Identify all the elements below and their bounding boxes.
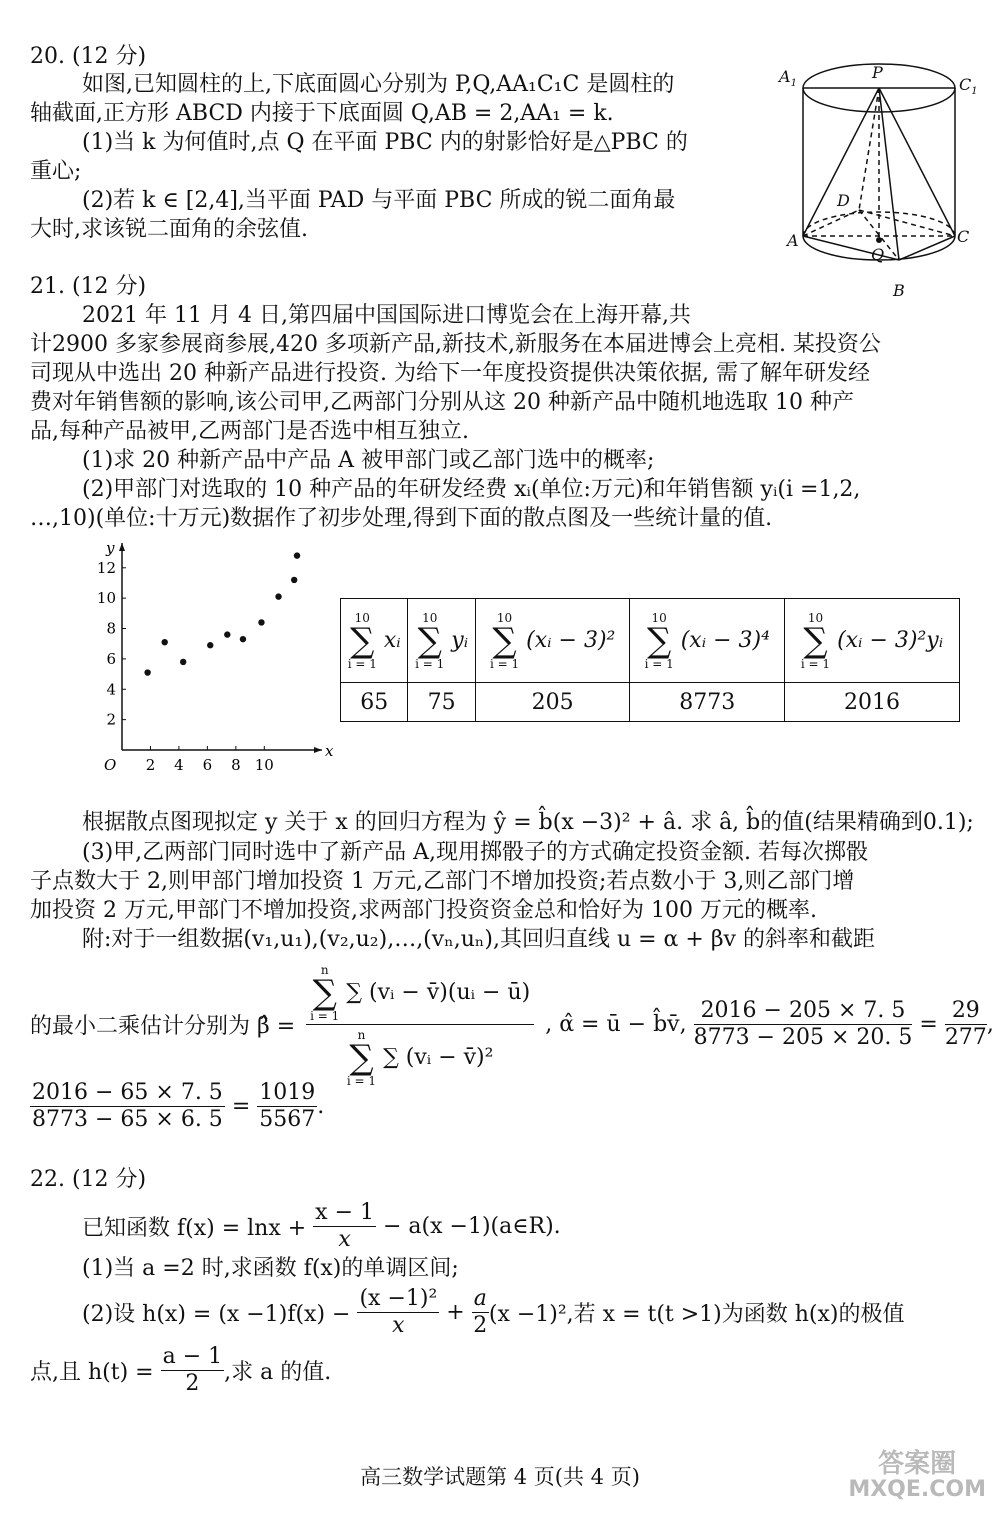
fraction-1-result: $\frac{29}{277}$ bbox=[944, 998, 987, 1050]
q22-fraction: $\frac{a}{2}$ bbox=[473, 1286, 488, 1338]
equals-sign: = bbox=[231, 1094, 251, 1119]
equals-sign: = bbox=[919, 1012, 938, 1037]
page-footer: 高三数学试题第 4 页(共 4 页) bbox=[360, 1465, 640, 1489]
x-tick-label: 10 bbox=[254, 756, 274, 774]
label-D: D bbox=[837, 191, 850, 210]
beta-denominator: ∑ (vᵢ − v̄)² bbox=[383, 1045, 494, 1070]
label-C1: C bbox=[959, 75, 972, 94]
y-axis-label: y bbox=[106, 539, 115, 557]
q21-text-line: 费对年销售额的影响,该公司甲,乙两部门分别从这 20 种新产品中随机地选取 10 种产 bbox=[30, 390, 854, 415]
q22-heading: 22. (12 分) bbox=[30, 1167, 147, 1192]
fraction-1: $\frac{2016 - 205 \times 7. 5}{8773 - 205 \times 20. 5}$ bbox=[693, 998, 913, 1050]
sum-symbol: 10 ∑ i = 1 bbox=[347, 610, 377, 671]
x-tick-label: 4 bbox=[174, 756, 184, 774]
scatter-point bbox=[180, 659, 186, 665]
q22-fraction: $\frac{a - 1}{2}$ bbox=[162, 1344, 223, 1396]
label-C1-sub: 1 bbox=[971, 86, 978, 97]
table-cell: 2016 bbox=[785, 683, 960, 722]
scatter-point bbox=[240, 636, 246, 642]
label-B: B bbox=[893, 281, 905, 300]
y-tick-label: 8 bbox=[106, 619, 116, 638]
label-A: A bbox=[787, 231, 799, 250]
q21-heading: 21. (12 分) bbox=[30, 274, 147, 299]
scatter-point bbox=[207, 642, 213, 648]
fraction-2-result: $\frac{1019}{5567}$ bbox=[259, 1080, 316, 1132]
scatter-point bbox=[144, 669, 150, 675]
cylinder-figure bbox=[775, 40, 990, 302]
q22-fraction: $\frac{x - 1}{x}$ bbox=[315, 1200, 374, 1252]
q20-text-line: 如图,已知圆柱的上,下底面圆心分别为 P,Q,AA₁C₁C 是圆柱的 bbox=[82, 72, 675, 97]
q21-part1: (1)求 20 种新产品中产品 A 被甲部门或乙部门选中的概率; bbox=[82, 448, 655, 473]
x-axis-label: x bbox=[325, 742, 334, 760]
y-tick-label: 6 bbox=[106, 649, 116, 668]
table-row bbox=[341, 683, 960, 722]
scatter-point bbox=[294, 552, 300, 558]
q20-text-line: 轴截面,正方形 ABCD 内接于下底面圆 Q,AB = 2,AA₁ = k. bbox=[30, 101, 614, 126]
scatter-point bbox=[258, 619, 264, 625]
y-axis-arrow bbox=[119, 543, 125, 551]
beta-fraction: n ∑ i = 1 ∑ (vᵢ − v̄)(uᵢ − ū) n ∑ i = 1 ∑ (vᵢ − v̄)² bbox=[306, 962, 534, 1087]
x-tick-label: 2 bbox=[145, 756, 156, 774]
q21-text-line: 计2900 多家参展商参展,420 多项新产品,新技术,新服务在本届进博会上亮相. 某投资公 bbox=[30, 332, 881, 357]
q21-part2-cont: …,10)(单位:十万元)数据作了初步处理,得到下面的散点图及一些统计量的值. bbox=[30, 506, 773, 531]
beta-numerator: ∑ (vᵢ − v̄)(uᵢ − ū) bbox=[346, 980, 531, 1005]
q22-part2: (2)设 h(x) = (x −1)f(x) − $\frac{\text{(x −1)²}}{x}$ + $\frac{a}{2}$ (x −1)²,若 x = t(t >1)为函数 h(x)的极值 bbox=[82, 1286, 905, 1338]
q21-part3-cont: 子点数大于 2,则甲部门增加投资 1 万元,乙部门不增加投资;若点数小于 3,则乙部门增 bbox=[30, 869, 855, 894]
y-tick-label: 12 bbox=[96, 558, 116, 577]
label-C: C bbox=[957, 227, 970, 246]
label-A1: A bbox=[779, 67, 791, 86]
table-header-row bbox=[341, 599, 960, 683]
scatter-point bbox=[291, 577, 297, 583]
y-tick-label: 4 bbox=[106, 680, 116, 699]
x-axis-arrow bbox=[314, 747, 322, 753]
q20-heading: 20. (12 分) bbox=[30, 44, 147, 69]
scatter-plot bbox=[80, 535, 334, 790]
table-header-cell: 10 ∑ i = 1 (xᵢ − 3)² bbox=[475, 599, 630, 683]
table-header-cell: 10 ∑ i = 1 xᵢ bbox=[341, 599, 408, 683]
sum-symbol: 10 ∑ i = 1 bbox=[800, 610, 831, 671]
scatter-point bbox=[161, 639, 167, 645]
formula-lead: 的最小二乘估计分别为 β̂ = bbox=[30, 1014, 296, 1039]
table-cell: 75 bbox=[408, 683, 475, 722]
table-header-cell: 10 ∑ i = 1 yᵢ bbox=[408, 599, 475, 683]
scatter-point bbox=[275, 593, 281, 599]
q22-part2-cont: 点,且 h(t) = $\frac{a - 1}{2}$ ,求 a 的值. bbox=[30, 1344, 332, 1396]
statistics-table bbox=[340, 598, 960, 722]
table-header-cell: 10 ∑ i = 1 (xᵢ − 3)²yᵢ bbox=[785, 599, 960, 683]
fraction-2: $\frac{2016 - 65 \times 7. 5}{8773 - 65 \times 6. 5}$ bbox=[32, 1080, 223, 1132]
origin-label: O bbox=[104, 756, 117, 774]
y-tick-label: 2 bbox=[106, 710, 116, 729]
q21-part3: (3)甲,乙两部门同时选中了新产品 A,现用掷骰子的方式确定投资金额. 若每次掷骰 bbox=[82, 840, 869, 865]
x-tick-label: 8 bbox=[231, 756, 241, 774]
q21-text-line: 品,每种产品被甲,乙两部门是否选中相互独立. bbox=[30, 419, 469, 444]
q21-formula-line-2: $\frac{2016 - 65 \times 7. 5}{8773 - 65 \times 6. 5}$ = $\frac{1019}{5567}$ . bbox=[32, 1080, 325, 1132]
q21-part3-cont: 加投资 2 万元,甲部门不增加投资,求两部门投资资金总和恰好为 100 万元的概率. bbox=[30, 898, 817, 923]
table-cell: 8773 bbox=[630, 683, 785, 722]
q20-part2-cont: 大时,求该锐二面角的余弦值. bbox=[30, 217, 308, 242]
sum-symbol: 10 ∑ i = 1 bbox=[489, 610, 520, 671]
sum-symbol: 10 ∑ i = 1 bbox=[415, 610, 445, 671]
scatter-point bbox=[224, 631, 230, 637]
q21-text-line: 2021 年 11 月 4 日,第四届中国国际进口博览会在上海开幕,共 bbox=[82, 303, 691, 328]
y-tick-label: 10 bbox=[96, 589, 116, 608]
q20-part1: (1)当 k 为何值时,点 Q 在平面 PBC 内的射影恰好是△PBC 的 bbox=[82, 130, 688, 155]
label-Q: Q bbox=[871, 245, 885, 264]
q22-fraction: $\frac{\text{(x −1)²}}{x}$ bbox=[359, 1286, 438, 1338]
q22-part1: (1)当 a =2 时,求函数 f(x)的单调区间; bbox=[82, 1256, 459, 1281]
table-cell: 205 bbox=[475, 683, 630, 722]
label-P: P bbox=[872, 63, 883, 82]
q20-part1-cont: 重心; bbox=[30, 159, 82, 184]
q21-appendix: 附:对于一组数据(v₁,u₁),(v₂,u₂),…,(vₙ,uₙ),其回归直线 u = α + βv 的斜率和截距 bbox=[82, 927, 875, 952]
q21-regression-text: 根据散点图现拟定 y 关于 x 的回归方程为 ŷ = b̂(x −3)² + â. 求 â, b̂的值(结果精确到0.1); bbox=[82, 810, 974, 835]
alpha-formula: , α̂ = ū − b̂v̄, bbox=[545, 1012, 687, 1037]
svg-text:C1 bbox=[959, 75, 978, 97]
label-A1-sub: 1 bbox=[790, 78, 797, 89]
q21-text-line: 司现从中选出 20 种新产品进行投资. 为给下一年度投资提供决策依据, 需了解年研发经 bbox=[30, 361, 870, 386]
q22-function-line: 已知函数 f(x) = lnx + $\frac{x - 1}{x}$ − a(x −1)(a∈R). bbox=[82, 1200, 561, 1252]
watermark-logo: 答案圈 MXQE.COM bbox=[848, 1449, 986, 1502]
x-tick-label: 6 bbox=[202, 756, 213, 774]
q20-part2: (2)若 k ∈ [2,4],当平面 PAD 与平面 PBC 所成的锐二面角最 bbox=[82, 188, 676, 213]
q21-part2: (2)甲部门对选取的 10 种产品的年研发经费 xᵢ(单位:万元)和年销售额 yᵢ(i =1,2, bbox=[82, 477, 861, 502]
table-header-cell: 10 ∑ i = 1 (xᵢ − 3)⁴ bbox=[630, 599, 785, 683]
sum-symbol: 10 ∑ i = 1 bbox=[644, 610, 674, 671]
q21-formula-line: 的最小二乘估计分别为 β̂ = n ∑ i = 1 ∑ (vᵢ − v̄)(uᵢ − ū) n ∑ i = 1 ∑ (vᵢ − v̄)² , α̂ = ū − b̂v̄, $\frac{2016 - 205 \times 7. 5}{8773 - 205 \times 20. 5}$ = $\frac{29}{277}$ , bbox=[30, 963, 994, 1088]
svg-text:A1 bbox=[777, 67, 797, 89]
table-cell: 65 bbox=[341, 683, 408, 722]
